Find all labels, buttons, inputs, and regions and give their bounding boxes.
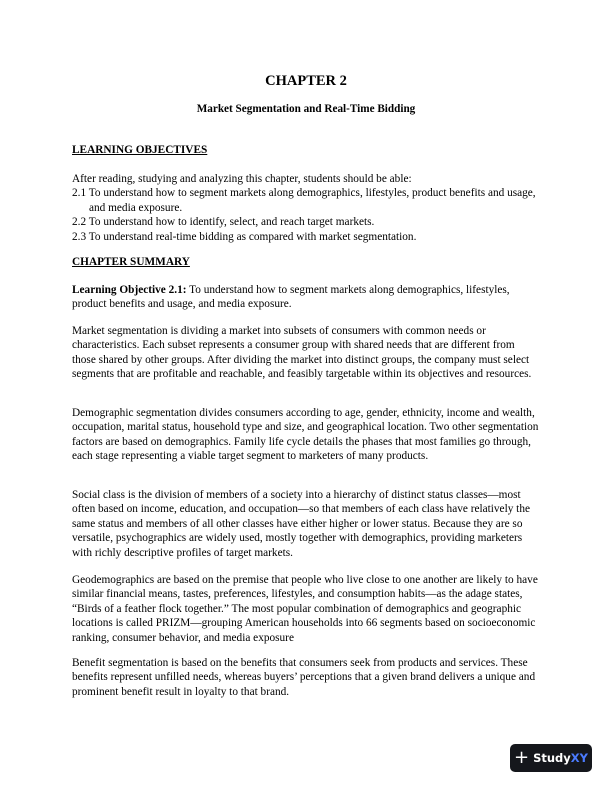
learning-objective-label: Learning Objective 2.1:	[72, 284, 187, 296]
summary-paragraph: Geodemographics are based on the premise that people who live close to one another are likely to have similar financial means, tastes, preferences, lifestyles, and consumption habits—as the adage states, “Birds of a feather flock together.” The most popular combination of demographics and geographic locations is called PRIZM—grouping American households into 66 segments based on socioeconomic ranking, consumer behavior, and media exposure	[72, 574, 538, 644]
chapter-title: CHAPTER 2	[265, 73, 347, 89]
learning-objective-statement	[72, 283, 540, 312]
summary-paragraph: Market segmentation is dividing a market into subsets of consumers with common needs or characteristics. Each subset represents a consumer group with shared needs that are different from those shared by other groups. After dividing the market into distinct groups, the company must select segments that are profitable and reachable, and feasibly targetable within its objectives and resources.	[72, 325, 532, 381]
chapter-summary-heading: CHAPTER SUMMARY	[72, 256, 190, 268]
chapter-subtitle: Market Segmentation and Real-Time Bidding	[196, 103, 416, 115]
summary-paragraph: Social class is the division of members of a society into a hierarchy of distinct status classes—most often based on income, education, and occupation—so that members of each class have relatively the same status and members of all other classes have either higher or lower status. Because they are so versatile, psychographics are widely used, mostly together with demographics, providing marketers with richly descriptive profiles of target markets.	[72, 489, 530, 559]
objectives-list	[72, 186, 540, 244]
plus-icon: +	[514, 747, 530, 768]
studyxy-badge[interactable]	[510, 744, 592, 772]
summary-paragraph: Benefit segmentation is based on the benefits that consumers seek from products and services. These benefits represent unfilled needs, whereas buyers’ perceptions that a given brand delivers a unique and prominent benefit result in loyalty to that brand.	[72, 657, 536, 698]
learning-objectives-heading: LEARNING OBJECTIVES	[72, 144, 208, 156]
objective-item: 2.2 To understand how to identify, select, and reach target markets.	[72, 216, 375, 229]
objectives-intro: After reading, studying and analyzing this chapter, students should be able:	[72, 173, 412, 185]
learning-objectives-block	[72, 172, 540, 244]
brand-name: StudyXY	[533, 751, 588, 765]
summary-paragraph: Demographic segmentation divides consumers according to age, gender, ethnicity, income and wealth, occupation, marital status, household type and size, and geographical location. Two other segmentation factors are based on demographics. Family life cycle details the phases that most families go through, each stage representing a viable target segment to marketers of many products.	[72, 407, 539, 463]
objective-item: 2.3 To understand real-time bidding as compared with market segmentation.	[72, 230, 417, 243]
objective-item: 2.1 To understand how to segment markets along demographics, lifestyles, product benefits and usage, and media exposure.	[72, 187, 536, 214]
learning-objective-text: To understand how to segment markets along demographics, lifestyles, product benefits and usage, and media exposure.	[72, 284, 510, 311]
